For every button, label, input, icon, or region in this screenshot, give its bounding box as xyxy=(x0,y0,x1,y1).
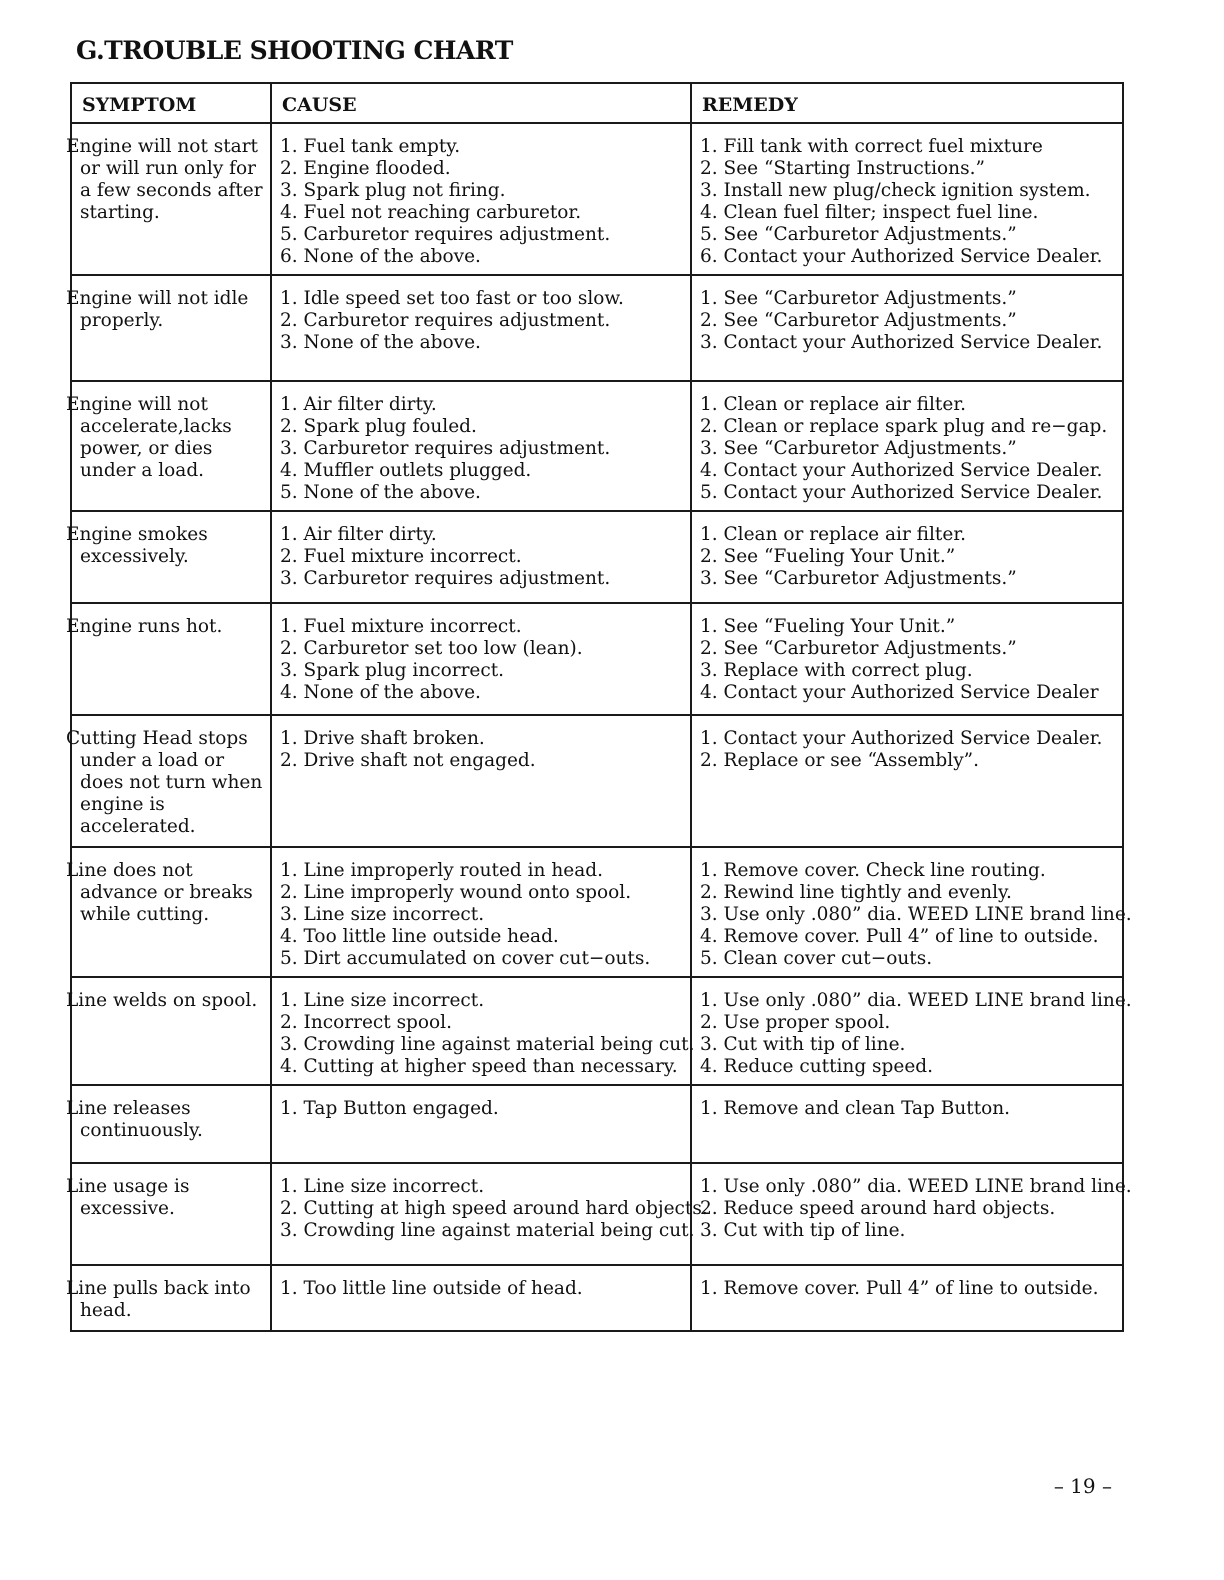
cause-cell xyxy=(271,715,691,847)
cause-cell-list xyxy=(280,524,684,590)
cause-cell xyxy=(271,1265,691,1331)
cause-cell-list xyxy=(280,136,684,268)
page-title: G.TROUBLE SHOOTING CHART xyxy=(76,36,513,65)
remedy-item: 5. Contact your Authorized Service Dealer. xyxy=(700,482,1103,503)
table-row xyxy=(71,1265,1123,1331)
remedy-cell xyxy=(691,847,1132,977)
cause-item: 2. Carburetor set too low (lean). xyxy=(280,638,583,659)
cause-cell xyxy=(271,1085,691,1163)
remedy-cell xyxy=(691,603,1123,715)
cause-item: 4. Fuel not reaching carburetor. xyxy=(280,202,582,223)
cause-item: 3. Line size incorrect. xyxy=(280,904,485,925)
cause-cell-list xyxy=(280,1176,708,1242)
cause-item: 2. Engine flooded. xyxy=(280,158,451,179)
cause-item: 5. Dirt accumulated on cover cut−outs. xyxy=(280,948,651,969)
cause-item: 1. Air filter dirty. xyxy=(280,524,437,545)
remedy-cell-list xyxy=(700,1098,1116,1120)
table-row xyxy=(71,603,1123,715)
remedy-cell-list xyxy=(700,288,1116,354)
remedy-item: 2. See “Fueling Your Unit.” xyxy=(700,546,956,567)
remedy-item: 2. Use proper spool. xyxy=(700,1012,891,1033)
remedy-header: REMEDY xyxy=(691,83,1123,123)
cause-item: 1. Fuel mixture incorrect. xyxy=(280,616,522,637)
remedy-item: 1. Clean or replace air filter. xyxy=(700,394,967,415)
symptom-cell: Engine smokes excessively. xyxy=(71,511,271,603)
remedy-item: 2. Clean or replace spark plug and re−gap. xyxy=(700,416,1108,437)
table-row xyxy=(71,275,1123,381)
table-body xyxy=(66,123,1132,1331)
table-row xyxy=(71,977,1123,1085)
remedy-item: 4. Clean fuel filter; inspect fuel line. xyxy=(700,202,1039,223)
remedy-item: 5. Clean cover cut−outs. xyxy=(700,948,933,969)
remedy-cell xyxy=(691,1085,1123,1163)
cause-item: 4. Cutting at higher speed than necessary. xyxy=(280,1056,678,1077)
table-row xyxy=(71,847,1123,977)
remedy-cell xyxy=(691,977,1132,1085)
table-row xyxy=(71,123,1123,275)
remedy-item: 1. Remove cover. Check line routing. xyxy=(700,860,1046,881)
cause-cell xyxy=(271,123,691,275)
remedy-item: 2. See “Carburetor Adjustments.” xyxy=(700,310,1017,331)
table-row xyxy=(71,1163,1123,1265)
table-header-row xyxy=(71,83,1123,123)
symptom-cell: Line pulls back into head. xyxy=(71,1265,271,1331)
cause-item: 1. Line size incorrect. xyxy=(280,990,485,1011)
remedy-item: 1. Remove and clean Tap Button. xyxy=(700,1098,1011,1119)
symptom-cell: Line releases continuously. xyxy=(71,1085,271,1163)
cause-cell-list xyxy=(280,394,684,504)
cause-cell-list xyxy=(280,990,695,1078)
remedy-item: 1. See “Carburetor Adjustments.” xyxy=(700,288,1017,309)
cause-cell-list xyxy=(280,860,684,970)
remedy-item: 1. Use only .080” dia. WEED LINE brand line. xyxy=(700,990,1132,1011)
cause-cell xyxy=(271,603,691,715)
cause-item: 3. Spark plug incorrect. xyxy=(280,660,505,681)
cause-item: 1. Too little line outside of head. xyxy=(280,1278,583,1299)
cause-cell xyxy=(271,847,691,977)
remedy-item: 4. Contact your Authorized Service Dealer xyxy=(700,682,1099,703)
cause-item: 2. Cutting at high speed around hard objects. xyxy=(280,1198,708,1219)
remedy-item: 3. Use only .080” dia. WEED LINE brand line. xyxy=(700,904,1132,925)
cause-cell-list xyxy=(280,728,684,772)
cause-cell xyxy=(271,977,695,1085)
remedy-cell-list xyxy=(700,990,1132,1078)
cause-cell xyxy=(271,511,691,603)
remedy-item: 3. See “Carburetor Adjustments.” xyxy=(700,438,1017,459)
cause-item: 3. Crowding line against material being cut. xyxy=(280,1034,695,1055)
cause-item: 4. Muffler outlets plugged. xyxy=(280,460,532,481)
remedy-item: 2. Replace or see “Assembly”. xyxy=(700,750,979,771)
table-row xyxy=(71,715,1123,847)
cause-cell-list xyxy=(280,616,684,704)
symptom-cell: Cutting Head stops under a load or does not turn when engine is accelerated. xyxy=(71,715,271,847)
cause-item: 5. Carburetor requires adjustment. xyxy=(280,224,611,245)
symptom-cell: Line welds on spool. xyxy=(71,977,271,1085)
remedy-item: 4. Contact your Authorized Service Dealer. xyxy=(700,460,1103,481)
remedy-item: 3. Cut with tip of line. xyxy=(700,1034,906,1055)
cause-cell xyxy=(271,275,691,381)
remedy-cell-list xyxy=(700,860,1132,970)
cause-cell xyxy=(271,381,691,511)
remedy-item: 5. See “Carburetor Adjustments.” xyxy=(700,224,1017,245)
cause-item: 1. Drive shaft broken. xyxy=(280,728,485,749)
cause-item: 3. Carburetor requires adjustment. xyxy=(280,438,611,459)
remedy-cell-list xyxy=(700,136,1116,268)
symptom-cell: Engine will not idle properly. xyxy=(71,275,271,381)
cause-item: 5. None of the above. xyxy=(280,482,481,503)
cause-item: 4. Too little line outside head. xyxy=(280,926,559,947)
remedy-cell-list xyxy=(700,524,1116,590)
symptom-header: SYMPTOM xyxy=(71,83,271,123)
remedy-item: 2. See “Carburetor Adjustments.” xyxy=(700,638,1017,659)
remedy-cell-list xyxy=(700,616,1116,704)
remedy-cell xyxy=(691,715,1123,847)
cause-cell-list xyxy=(280,1098,684,1120)
remedy-item: 3. Contact your Authorized Service Dealer. xyxy=(700,332,1103,353)
remedy-item: 1. See “Fueling Your Unit.” xyxy=(700,616,956,637)
remedy-cell xyxy=(691,123,1123,275)
remedy-cell xyxy=(691,1163,1132,1265)
symptom-cell: Engine runs hot. xyxy=(71,603,271,715)
cause-item: 1. Air filter dirty. xyxy=(280,394,437,415)
symptom-cell: Engine will not start or will run only for a few seconds after starting. xyxy=(71,123,271,275)
remedy-cell xyxy=(691,511,1123,603)
cause-item: 3. Crowding line against material being cut. xyxy=(280,1220,695,1241)
remedy-cell-list xyxy=(700,1176,1132,1242)
cause-cell-list xyxy=(280,288,684,354)
cause-item: 6. None of the above. xyxy=(280,246,481,267)
cause-item: 3. Spark plug not firing. xyxy=(280,180,506,201)
remedy-item: 1. Contact your Authorized Service Dealer. xyxy=(700,728,1103,749)
remedy-cell xyxy=(691,275,1123,381)
cause-item: 3. None of the above. xyxy=(280,332,481,353)
cause-item: 4. None of the above. xyxy=(280,682,481,703)
cause-item: 2. Fuel mixture incorrect. xyxy=(280,546,522,567)
remedy-item: 3. Cut with tip of line. xyxy=(700,1220,906,1241)
cause-item: 2. Line improperly wound onto spool. xyxy=(280,882,632,903)
cause-item: 1. Idle speed set too fast or too slow. xyxy=(280,288,624,309)
remedy-item: 1. Use only .080” dia. WEED LINE brand line. xyxy=(700,1176,1132,1197)
remedy-item: 3. Install new plug/check ignition system. xyxy=(700,180,1091,201)
remedy-item: 2. Rewind line tightly and evenly. xyxy=(700,882,1012,903)
cause-item: 2. Drive shaft not engaged. xyxy=(280,750,536,771)
symptom-cell: Line does not advance or breaks while cutting. xyxy=(71,847,271,977)
cause-item: 3. Carburetor requires adjustment. xyxy=(280,568,611,589)
cause-header: CAUSE xyxy=(271,83,691,123)
cause-item: 1. Fuel tank empty. xyxy=(280,136,461,157)
remedy-cell xyxy=(691,381,1123,511)
remedy-item: 3. See “Carburetor Adjustments.” xyxy=(700,568,1017,589)
symptom-cell: Engine will not accelerate,lacks power, or dies under a load. xyxy=(71,381,271,511)
remedy-item: 2. See “Starting Instructions.” xyxy=(700,158,985,179)
cause-item: 2. Spark plug fouled. xyxy=(280,416,477,437)
page-number: – 19 – xyxy=(1053,1474,1112,1498)
trouble-shooting-table xyxy=(66,82,1132,1332)
table-row xyxy=(71,1085,1123,1163)
cause-item: 1. Tap Button engaged. xyxy=(280,1098,499,1119)
table-row xyxy=(71,511,1123,603)
remedy-item: 4. Reduce cutting speed. xyxy=(700,1056,934,1077)
cause-item: 2. Carburetor requires adjustment. xyxy=(280,310,611,331)
remedy-item: 1. Clean or replace air filter. xyxy=(700,524,967,545)
cause-item: 1. Line size incorrect. xyxy=(280,1176,485,1197)
cause-cell xyxy=(271,1163,708,1265)
remedy-item: 6. Contact your Authorized Service Dealer. xyxy=(700,246,1103,267)
remedy-cell xyxy=(691,1265,1123,1331)
cause-item: 1. Line improperly routed in head. xyxy=(280,860,603,881)
cause-cell-list xyxy=(280,1278,684,1300)
remedy-cell-list xyxy=(700,728,1116,772)
remedy-item: 1. Fill tank with correct fuel mixture xyxy=(700,136,1043,157)
remedy-cell-list xyxy=(700,1278,1116,1300)
remedy-item: 2. Reduce speed around hard objects. xyxy=(700,1198,1056,1219)
remedy-cell-list xyxy=(700,394,1116,504)
cause-item: 2. Incorrect spool. xyxy=(280,1012,452,1033)
table-row xyxy=(71,381,1123,511)
remedy-item: 4. Remove cover. Pull 4” of line to outside. xyxy=(700,926,1099,947)
symptom-cell: Line usage is excessive. xyxy=(71,1163,271,1265)
remedy-item: 3. Replace with correct plug. xyxy=(700,660,973,681)
remedy-item: 1. Remove cover. Pull 4” of line to outside. xyxy=(700,1278,1099,1299)
